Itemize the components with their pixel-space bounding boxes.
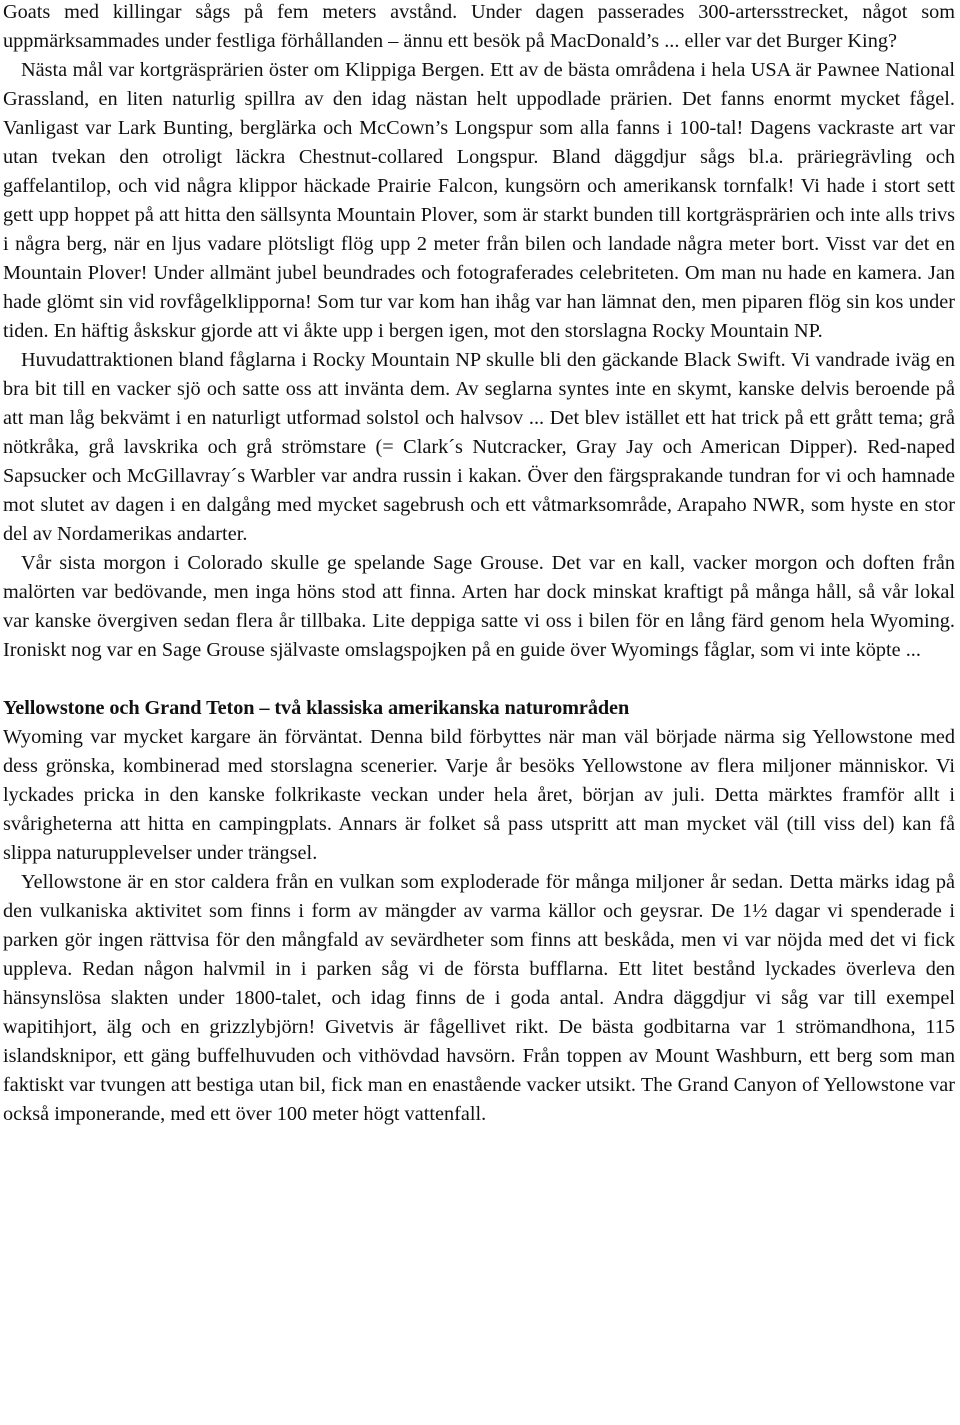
paragraph-goats-burger-king: Goats med killingar sågs på fem meters avstånd. Under dagen passerades 300-artersstrecket, något som uppmärksammades under festliga förhållanden – ännu ett besök på MacDonald’s ... eller var det Burger King? — [3, 1, 955, 52]
paragraph-rocky-mountain-np: Huvudattraktionen bland fåglarna i Rocky Mountain NP skulle bli den gäckande Black Swift. Vi vandrade iväg en bra bit till en vacker sjö och satte oss att invänta dem. Av seglarna syntes inte en skymt, kanske delvis beroende på att man låg bekvämt i en naturligt utformad solstol och halvsov ... Det blev istället ett hat trick på ett grått tema; grå nötkråka, grå lavskrika och grå strömstare (= Clark´s Nutcracker, Gray Jay och American Dipper). Red-naped Sapsucker och McGillavray´s Warbler var andra russin i kakan. Över den färgsprakande tundran for vi och hamnade mot slutet av dagen i en dalgång med mycket sagebrush och ett våtmarksområde, Arapaho NWR, som hyste en stor del av Nordamerikas andarter. — [3, 349, 955, 545]
paragraph-pawnee-grassland: Nästa mål var kortgräsprärien öster om Klippiga Bergen. Ett av de bästa områdena i hela USA är Pawnee National Grassland, en liten naturlig spillra av den idag nästan helt uppodlade prärien. Det fanns enormt mycket fågel. Vanligast var Lark Bunting, berglärka och McCown’s Longspur som alla fanns i 100-tal! Dagens vackraste art var utan tvekan den otroligt läckra Chestnut-collared Longspur. Bland däggdjur sågs bl.a. präriegrävling och gaffelantilop, och vid några klippor häckade Prairie Falcon, kungsörn och amerikansk tornfalk! Vi hade i stort sett gett upp hoppet på att hitta den sällsynta Mountain Plover, som är starkt bunden till kortgräsprärien och inte alls trivs i några berg, när en ljus vadare plötsligt flög upp 2 meter från bilen och landade några meter bort. Visst var det en Mountain Plover! Under allmänt jubel beundrades och fotograferades celebriteten. Om man nu hade en kamera. Jan hade glömt sin vid rovfågelklipporna! Som tur var kom han ihåg var han lämnat den, men piparen flög sin kos under tiden. En häftig åskskur gjorde att vi åkte upp i bergen igen, mot den storslagna Rocky Mountain NP. — [3, 59, 955, 342]
paragraph-wyoming: Wyoming var mycket kargare än förväntat. Denna bild förbyttes när man väl började närma sig Yellowstone med dess grönska, kombinerad med storslagna scenerier. Varje år besöks Yellowstone av flera miljoner människor. Vi lyckades pricka in den kanske folkrikaste veckan under hela året, början av juli. Detta märktes framför allt i svårigheterna att hitta en campingplats. Annars är folket så pass utspritt att man mycket väl (till viss del) kan få slippa naturupplevelser under trängsel. — [3, 726, 955, 864]
section-heading-yellowstone: Yellowstone och Grand Teton – två klassiska amerikanska naturområden — [3, 697, 630, 719]
document-page — [3, 0, 955, 1129]
paragraph-yellowstone-caldera: Yellowstone är en stor caldera från en vulkan som exploderade för många miljoner år sedan. Detta märks idag på den vulkaniska aktivitet som finns i form av mängder av varma källor och geysrar. De 1½ dagar vi spenderade i parken gör ingen rättvisa för den mångfald av sevärdheter som finns att beskåda, men vi var nöjda med det vi fick uppleva. Redan någon halvmil in i parken såg vi de första bufflarna. Ett litet bestånd lyckades överleva den hänsynslösa slakten under 1800-talet, och idag finns de i goda antal. Andra däggdjur vi såg var till exempel wapitihjort, älg och en grizzlybjörn! Givetvis är fågellivet rikt. De bästa godbitarna var 1 strömandhona, 115 islandsknipor, ett gäng buffelhuvuden och vithövdad havsörn. Från toppen av Mount Washburn, ett berg som man faktiskt var tvungen att bestiga utan bil, fick man en enastående vacker utsikt. The Grand Canyon of Yellowstone var också imponerande, med ett över 100 meter högt vattenfall. — [3, 871, 955, 1125]
paragraph-colorado-sage-grouse: Vår sista morgon i Colorado skulle ge spelande Sage Grouse. Det var en kall, vacker morgon och doften från malörten var bedövande, men inga höns stod att finna. Arten har dock minskat kraftigt på många håll, så vår lokal var kanske övergiven sedan flera år tillbaka. Lite deppiga satte vi oss i bilen för en lång färd genom hela Wyoming. Ironiskt nog var en Sage Grouse självaste omslagspojken på en guide över Wyomings fåglar, som vi inte köpte ... — [3, 552, 955, 661]
